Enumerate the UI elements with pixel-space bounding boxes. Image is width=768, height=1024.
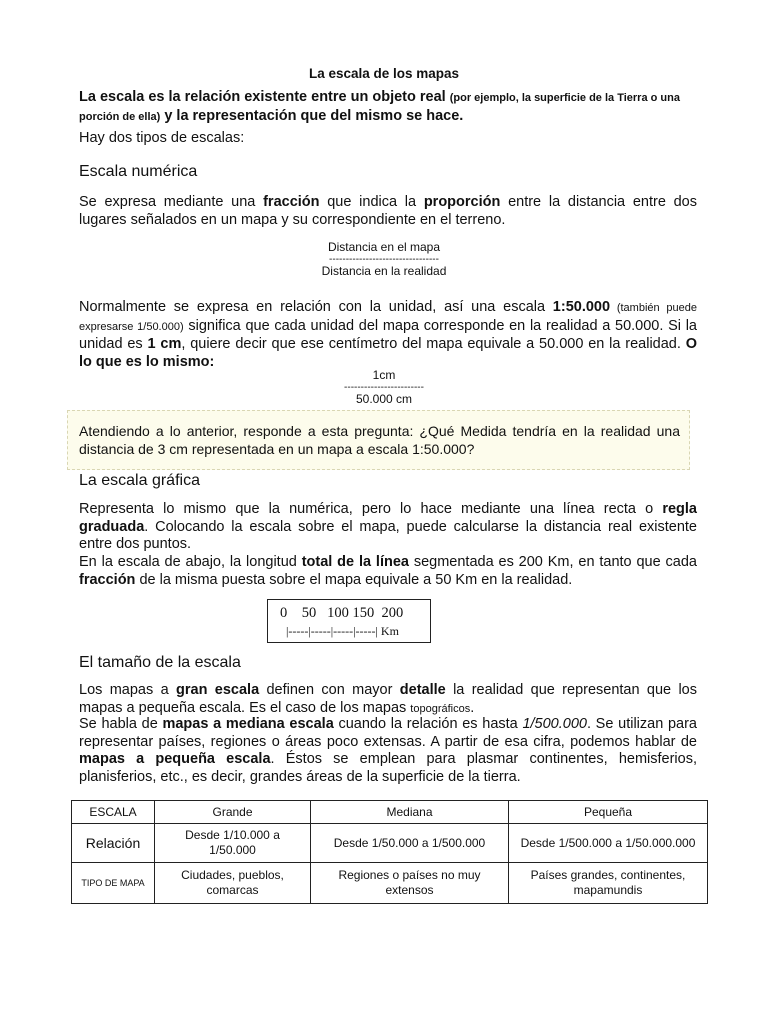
numerica-paragraph-2 xyxy=(79,299,697,371)
table-cell: Países grandes, continentes, mapamundis xyxy=(509,863,708,904)
heading-escala-numerica: Escala numérica xyxy=(79,163,198,180)
fraction-distancia xyxy=(0,240,768,279)
fraction-1cm xyxy=(0,368,768,407)
table-cell: Desde 1/500.000 a 1/50.000.000 xyxy=(509,824,708,863)
bold-run: detalle xyxy=(399,682,446,698)
fraction-line: ------------------------ xyxy=(344,382,424,393)
bold-run: 1 cm xyxy=(147,336,182,352)
intro-bold-a: La escala es la relación existente entre un objeto real xyxy=(79,89,446,105)
scale-table xyxy=(71,800,708,904)
numerica-paragraph-1 xyxy=(79,194,697,229)
intro-paragraph xyxy=(79,89,697,126)
table-header-cell: ESCALA xyxy=(72,801,155,824)
grafica-paragraph-1 xyxy=(79,501,697,554)
fraction-line: --------------------------------- xyxy=(329,254,439,265)
text-run: . xyxy=(470,699,475,716)
text-run: entre la distancia entre dos lugares señalados en un mapa y su correspondiente en el terreno. xyxy=(79,194,697,228)
table-cell: Desde 1/10.000 a 1/50.000 xyxy=(155,824,311,863)
text-run: Se expresa mediante una xyxy=(79,194,264,210)
text-run: Normalmente se expresa en relación con la unidad, así una escala xyxy=(79,299,553,315)
tamano-paragraph-2 xyxy=(79,716,697,786)
page-title: La escala de los mapas xyxy=(308,66,460,81)
text-run: que indica la xyxy=(319,194,424,210)
small-note: topográficos xyxy=(410,702,471,715)
graphic-scale-numbers: 0 50 100 150 200 xyxy=(280,605,404,621)
fraction-denominator: 50.000 cm xyxy=(355,392,413,406)
bold-run: 1:50.000 xyxy=(552,299,611,315)
table-row xyxy=(72,863,708,904)
intro-note: (por ejemplo, la superficie de la Tierra o una porción de ella) xyxy=(79,92,680,123)
heading-tamano-escala: El tamaño de la escala xyxy=(79,654,241,671)
text-run: de la misma puesta sobre el mapa equivale a 50 Km en la realidad. xyxy=(135,571,573,588)
graphic-scale-ruler: |-----|-----|-----|-----| Km xyxy=(286,624,399,638)
table-cell: Regiones o países no muy extensos xyxy=(311,863,509,904)
text-run: definen con mayor xyxy=(259,682,400,698)
bold-run: regla graduada xyxy=(79,501,697,535)
fraction-numerator: 1cm xyxy=(372,368,396,382)
bold-run: fracción xyxy=(79,571,136,588)
tipos-text: Hay dos tipos de escalas: xyxy=(79,130,245,146)
bold-run: mapas a pequeña escala xyxy=(79,751,271,767)
table-header-cell: Pequeña xyxy=(509,801,708,824)
table-row-label: Relación xyxy=(72,824,155,863)
bold-run: fracción xyxy=(263,194,320,210)
text-run: significa que cada unidad del mapa corresponde en la realidad a 50.000. Si la unidad es xyxy=(79,317,697,352)
text-run: segmentada es 200 Km, en tanto que cada xyxy=(408,554,697,570)
text-run: . Colocando la escala sobre el mapa, puede calcularse la distancia real existente entre dos puntos. xyxy=(79,518,697,552)
bold-run: mapas a mediana escala xyxy=(162,716,334,732)
text-run: Los mapas a xyxy=(79,682,177,698)
text-run: En la escala de abajo, la longitud xyxy=(79,554,302,570)
text-run: Representa lo mismo que la numérica, pero lo hace mediante una línea recta o xyxy=(79,501,663,517)
heading-escala-grafica: La escala gráfica xyxy=(79,472,200,489)
fraction-denominator: Distancia en la realidad xyxy=(321,264,447,278)
text-run: cuando la relación es hasta xyxy=(333,716,523,732)
text-run: , quiere decir que ese centímetro del mapa equivale a 50.000 en la realidad. xyxy=(181,336,686,352)
italic-run: 1/500.000 xyxy=(522,716,587,732)
table-header-cell: Grande xyxy=(155,801,311,824)
question-callout-text: Atendiendo a lo anterior, responde a esta pregunta: ¿Qué Medida tendría en la realidad una distancia de 3 cm representada en un mapa a escala 1:50.000? xyxy=(79,423,680,457)
table-cell: Ciudades, pueblos, comarcas xyxy=(155,863,311,904)
text-run: . Se utilizan para representar países, regiones o áreas poco extensas. A partir de esa cifra, podemos hablar de xyxy=(79,716,697,750)
bold-run: proporción xyxy=(423,194,501,210)
bold-run: total de la línea xyxy=(301,554,409,570)
text-run: Se habla de xyxy=(79,716,163,732)
grafica-paragraph-2 xyxy=(79,554,697,589)
table-header-cell: Mediana xyxy=(311,801,509,824)
bold-run: O lo que es lo mismo: xyxy=(79,336,697,370)
small-note: (también puede expresarse 1/50.000) xyxy=(79,302,697,333)
text-run: la realidad que representan que los mapas a pequeña escala. Es el caso de los mapas xyxy=(79,682,697,716)
table-header-row xyxy=(72,801,708,824)
table-cell: Desde 1/50.000 a 1/500.000 xyxy=(311,824,509,863)
fraction-numerator: Distancia en el mapa xyxy=(327,240,441,254)
table-row xyxy=(72,824,708,863)
tamano-paragraph-1 xyxy=(79,682,697,718)
text-run: . Éstos se emplean para plasmar continentes, hemisferios, planisferios, etc., es decir, grandes áreas de la superficie de la tierra. xyxy=(79,751,697,785)
intro-bold-b: y la representación que del mismo se hace. xyxy=(164,107,464,124)
table-row-label: TIPO DE MAPA xyxy=(72,863,155,904)
bold-run: gran escala xyxy=(176,682,260,698)
